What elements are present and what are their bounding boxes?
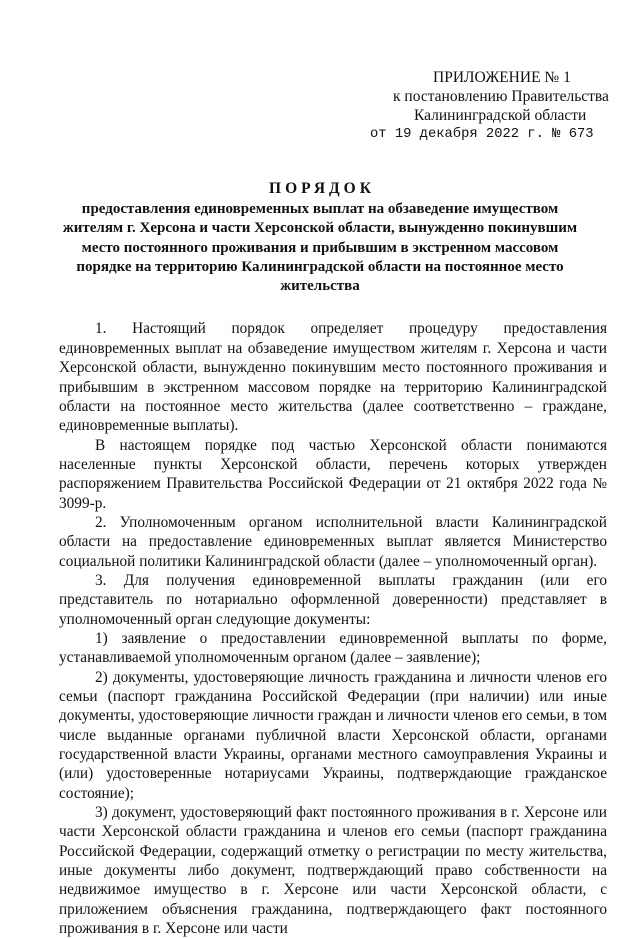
document-title: ПОРЯДОК: [269, 180, 375, 197]
appendix-resolution-ref: к постановлению Правительства: [393, 88, 609, 105]
paragraph-1-note: В настоящем порядке под частью Херсонской области понимаются населенные пункты Херсонской области, перечень которых утвержден распоряжением Правительства Российской Федерации от 21 октября 2022 года № 3099-р.: [59, 436, 607, 512]
paragraph-3-item-3: 3) документ, удостоверяющий факт постоянного проживания в г. Херсоне или части Херсонской области гражданина и членов его семьи (паспорт гражданина Российской Федерации, содержащий отметку о регистрации по месту жительства, иные документы либо документ, подтверждающий право собственности на недвижимое имущество в г. Херсоне или части Херсонской области, с приложением объяснения гражданина, подтверждающего факт постоянного проживания в г. Херсоне или части: [59, 804, 607, 938]
paragraph-3: 3. Для получения единовременной выплаты гражданин (или его представитель по нотариально оформленной доверенности) представляет в уполномоченный орган следующие документы:: [59, 571, 607, 628]
appendix-region: Калининградской области: [414, 107, 587, 124]
document-body: [0, 319, 640, 938]
document-subtitle: предоставления единовременных выплат на обзаведение имуществом жителям г. Херсона и части Херсонской области, вынужденно покинувшим место постоянного проживания и прибывшим в экстренном массовом порядке на территорию Калининградской области на постоянное место жительства: [62, 201, 578, 295]
appendix-number: ПРИЛОЖЕНИЕ № 1: [433, 69, 571, 86]
appendix-date-number: от 19 декабря 2022 г. № 673: [370, 127, 594, 142]
paragraph-2: 2. Уполномоченным органом исполнительной власти Калининградской области на предоставление единовременных выплат является Министерство социальной политики Калининградской области (далее – уполномоченный орган).: [59, 513, 607, 570]
paragraph-1: 1. Настоящий порядок определяет процедуру предоставления единовременных выплат на обзаведение имуществом жителям г. Херсона и части Херсонской области, вынужденно покинувшим место постоянного проживания и прибывшим в экстренном массовом порядке на территорию Калининградской области на постоянное место жительства (далее соответственно – граждане, единовременные выплаты).: [59, 320, 607, 435]
paragraph-3-item-2: 2) документы, удостоверяющие личность гражданина и личности членов его семьи (паспорт гражданина Российской Федерации (при наличии) или иные документы, удостоверяющие личности граждан и личности членов его семьи, в том числе выданные органами публичной власти Херсонской области, органами государственной власти Украины, органами местного самоуправления Украины и (или) удостоверенные нотариусами Украины, подтверждающие гражданское состояние);: [59, 668, 607, 802]
appendix-block: [370, 68, 620, 144]
paragraph-3-item-1: 1) заявление о предоставлении единовременной выплаты по форме, устанавливаемой уполномоченным органом (далее – заявление);: [59, 629, 607, 667]
